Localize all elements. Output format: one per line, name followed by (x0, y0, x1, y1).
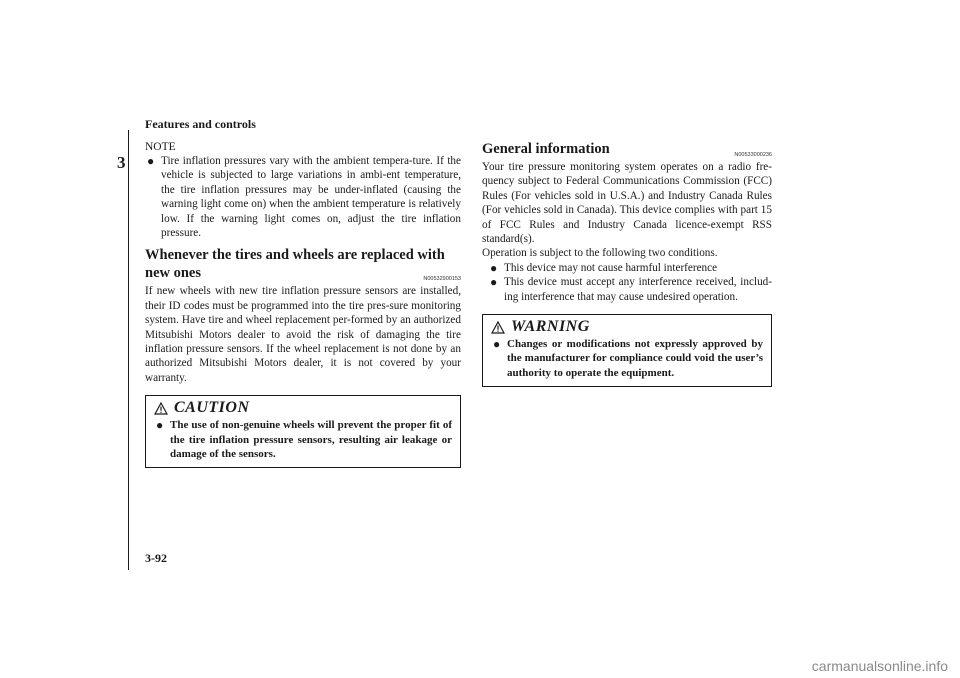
bullet-icon: ● (156, 418, 164, 433)
section-body: Your tire pressure monitoring system operates on a radio fre-quency subject to Federal Communications Commission (FCC) Rules (For vehicles sold in U.S.A.) and Industry Canada Rules (For vehicles sold in Canada). This device complies with part 15 of FCC Rules and Industry Canada licence-exempt RSS standard(s). (482, 161, 772, 246)
warning-title: WARNING (511, 318, 590, 336)
bullet-icon: ● (490, 260, 498, 275)
caution-title: CAUTION (174, 399, 250, 417)
watermark: carmanualsonline.info (811, 658, 948, 674)
chapter-divider (128, 130, 129, 570)
condition-item (482, 261, 772, 275)
bullet-icon: ● (493, 337, 501, 352)
warning-bullet (491, 337, 763, 380)
note-bullet (145, 154, 461, 240)
condition-text: This device must accept any interference received, includ-ing interference that may cause undesired operation. (504, 276, 772, 303)
caution-box (145, 395, 461, 468)
left-column (145, 140, 461, 468)
note-label: NOTE (145, 141, 176, 153)
bullet-icon: ● (147, 154, 155, 168)
section-heading-general-information: General information (482, 141, 610, 157)
warning-triangle-icon (491, 321, 505, 334)
section-code: N00533000236 (734, 152, 772, 158)
warning-box (482, 314, 772, 387)
caution-bullet (154, 418, 452, 461)
bullet-icon: ● (490, 275, 498, 290)
conditions-intro: Operation is subject to the following two conditions. (482, 247, 718, 260)
caution-text: The use of non-genuine wheels will prevent the proper fit of the tire inflation pressure sensors, resulting air leakage or damage of the sensors. (170, 419, 452, 460)
warning-header (491, 317, 763, 337)
right-column (482, 140, 772, 387)
section-code: N00532900153 (423, 276, 461, 283)
chapter-number: 3 (117, 153, 126, 172)
note-text: Tire inflation pressures vary with the ambient tempera-ture. If the vehicle is subjected to large variations in ambi-ent temperature, the tire inflation pressures may be under-inflated (causing the warning light come on) when the ambient temperature is relatively low. If the warning light comes on, adjust the tire inflation pressure. (161, 155, 461, 240)
running-header: Features and controls (145, 117, 256, 131)
page-number: 3-92 (145, 551, 167, 565)
section-heading-wheel-replacement: Whenever the tires and wheels are replaced with new ones (145, 247, 445, 282)
section-body: If new wheels with new tire inflation pressure sensors are installed, their ID codes must be programmed into the tire pres-sure monitoring system. Have tire and wheel replacement per-formed by an authorized Mitsubishi Motors dealer to avoid the risk of damaging the tire inflation pressure sensors. If the wheel replacement is not done by an authorized Mitsubishi Motors dealer, it is not covered by your warranty. (145, 285, 461, 384)
caution-header (154, 398, 452, 418)
warning-text: Changes or modifications not expressly approved by the manufacturer for compliance could void the user’s authority to operate the equipment. (507, 338, 763, 379)
condition-text: This device may not cause harmful interference (504, 261, 718, 274)
warning-triangle-icon (154, 402, 168, 415)
condition-item (482, 275, 772, 304)
